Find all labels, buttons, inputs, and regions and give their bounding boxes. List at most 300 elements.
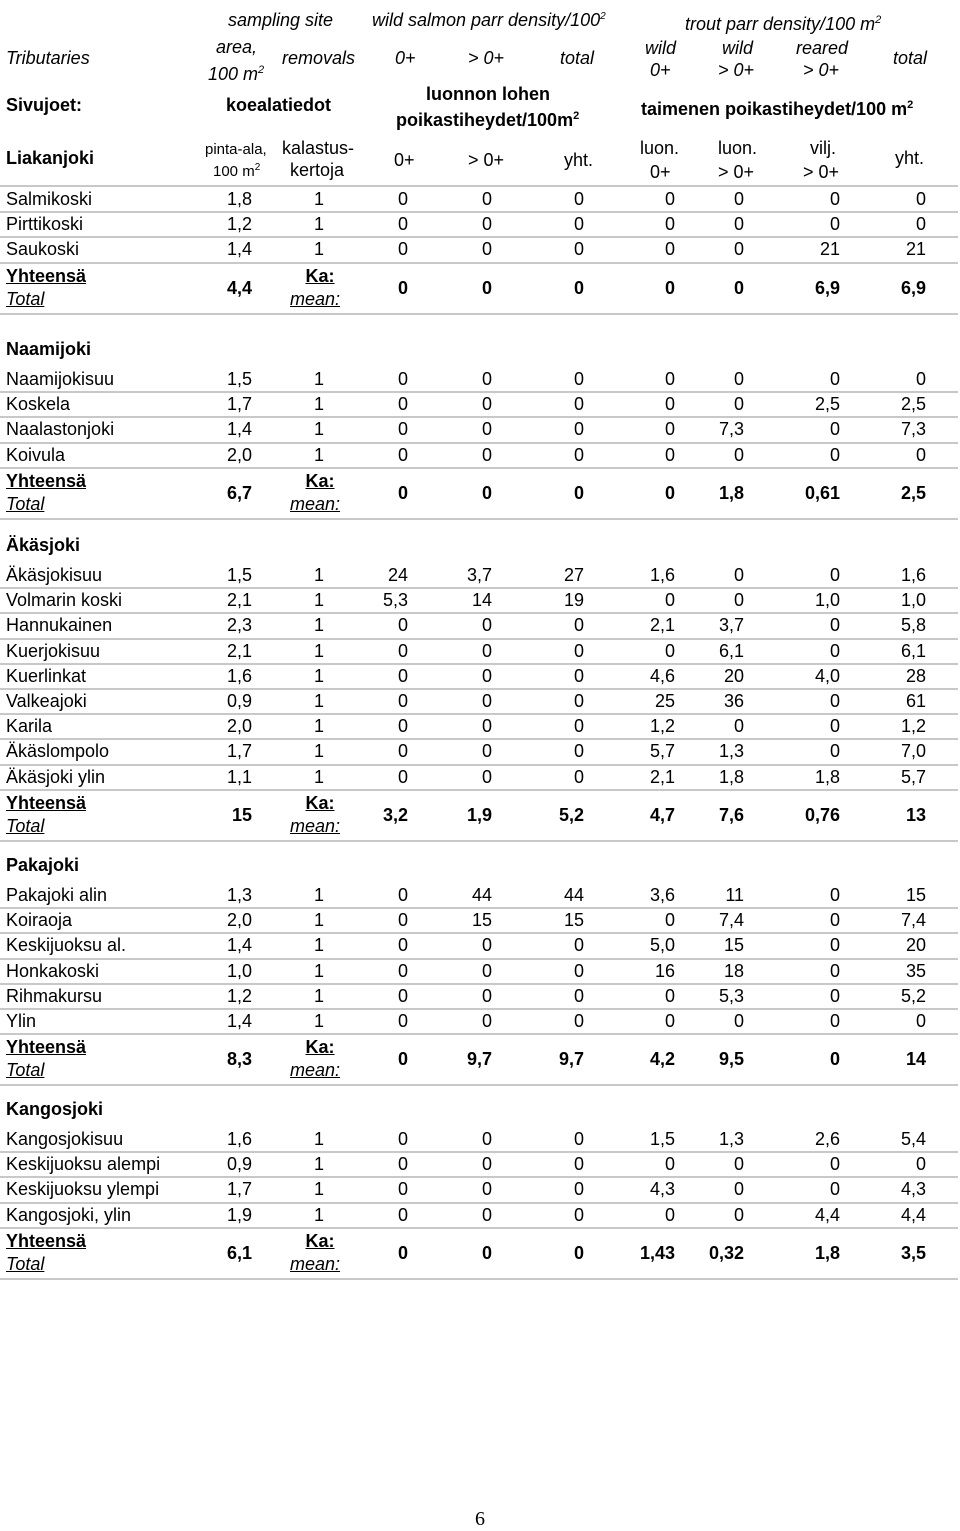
table-cell: 0: [733, 565, 744, 585]
table-cell: 0: [573, 1129, 584, 1149]
table-cell: 5,0: [649, 935, 675, 956]
table-cell: 7,4: [900, 910, 926, 931]
table-cell: 0: [397, 741, 408, 762]
table-cell: 0: [573, 369, 584, 389]
table-cell: 0: [829, 369, 840, 389]
page-number: 6: [475, 1508, 485, 1530]
site-name: Saukoski: [6, 239, 80, 260]
trout-reared-header-l2: > 0+: [803, 60, 840, 80]
table-cell: 0: [481, 985, 492, 1006]
site-name: Ylin: [6, 1011, 37, 1031]
table-cell: 0: [481, 189, 492, 209]
table-cell: 4,6: [649, 665, 675, 686]
total-cell: 0: [397, 482, 408, 503]
row-divider: [0, 1278, 958, 1280]
sivujoet-label: Sivujoet:: [6, 95, 83, 115]
table-cell: 1: [313, 1011, 324, 1031]
table-cell: 20: [905, 935, 926, 956]
table-cell: 1,5: [226, 369, 252, 389]
table-cell: 7,0: [900, 741, 926, 762]
table-row: [0, 933, 960, 957]
table-cell: 0: [397, 1011, 408, 1031]
table-cell: 5,3: [382, 590, 408, 611]
table-row: [0, 908, 960, 932]
table-cell: 6,1: [718, 640, 744, 661]
table-cell: 0: [481, 1179, 492, 1200]
table-cell: 0: [481, 444, 492, 465]
table-cell: 0: [397, 665, 408, 686]
site-name: Keskijuoksu ylempi: [6, 1179, 160, 1200]
table-cell: 1: [313, 985, 324, 1006]
trout-wild0-header-l1: wild: [645, 38, 677, 58]
table-cell: 0: [397, 885, 408, 905]
table-cell: 2,1: [226, 590, 252, 611]
total-cell: 4,7: [649, 804, 675, 825]
table-cell: 0: [481, 214, 492, 235]
mean-label-fi: Ka:: [305, 1037, 335, 1058]
total-label-fi: Yhteensä: [6, 265, 87, 286]
total-cell: 0: [573, 1242, 584, 1263]
total-cell: 5,2: [558, 804, 584, 825]
table-row: [0, 392, 960, 416]
table-cell: 0: [664, 1011, 675, 1031]
table-cell: 0: [397, 691, 408, 711]
table-cell: 0: [481, 1154, 492, 1175]
table-row: [0, 367, 960, 391]
table-cell: 28: [905, 665, 926, 686]
table-cell: 0: [664, 985, 675, 1006]
site-name: Naamijokisuu: [6, 369, 115, 389]
table-cell: 15: [905, 885, 926, 905]
tributaries-label: Tributaries: [6, 48, 90, 68]
table-cell: 4,4: [900, 1204, 926, 1225]
koealatiedot-label: koealatiedot: [226, 95, 332, 115]
site-name: Keskijuoksu al.: [6, 935, 127, 956]
fi-gt0-header: > 0+: [468, 150, 505, 170]
table-cell: 11: [725, 885, 744, 905]
site-name: Pirttikoski: [6, 214, 84, 235]
site-name: Koivula: [6, 444, 66, 465]
fi-0plus-header: 0+: [394, 150, 415, 170]
total-cell: 0: [397, 1242, 408, 1263]
table-cell: 0: [481, 615, 492, 636]
table-cell: 1,3: [226, 885, 252, 905]
total-cell: 0,61: [804, 482, 840, 503]
table-cell: 0: [829, 1179, 840, 1200]
table-cell: 2,1: [649, 766, 675, 787]
total-cell: 9,5: [718, 1049, 744, 1070]
table-cell: 0: [397, 1204, 408, 1225]
site-name: Honkakoski: [6, 960, 100, 981]
section-title: Pakajoki: [6, 855, 80, 875]
table-cell: 2,5: [900, 394, 926, 415]
salmon-total-header: total: [560, 48, 595, 68]
table-cell: 0: [915, 1011, 926, 1031]
table-cell: 1,4: [226, 239, 252, 260]
table-cell: 0: [733, 1154, 744, 1175]
table-cell: 1,4: [226, 935, 252, 956]
total-cell: 9,7: [466, 1049, 492, 1070]
total-cell: 7,6: [718, 804, 744, 825]
table-cell: 1,8: [226, 189, 252, 209]
table-cell: 2,1: [226, 640, 252, 661]
table-cell: 1,3: [718, 1129, 744, 1149]
table-cell: 0: [397, 766, 408, 787]
table-cell: 1: [313, 590, 324, 611]
table-cell: 0: [733, 394, 744, 415]
total-label-en: Total: [6, 288, 45, 309]
table-cell: 0: [573, 741, 584, 762]
table-cell: 0: [397, 985, 408, 1006]
removals-label: removals: [282, 48, 356, 68]
trout-wildgt-header-l1: wild: [722, 38, 754, 58]
table-cell: 4,0: [814, 665, 840, 686]
table-cell: 0: [397, 1179, 408, 1200]
table-row: [0, 984, 960, 1008]
total-cell: 0,32: [708, 1242, 744, 1263]
table-cell: 0: [481, 640, 492, 661]
pinta-ala-l2: 100 $m^2$: [213, 162, 261, 180]
table-cell: 2,5: [814, 394, 840, 415]
table-cell: 0: [664, 910, 675, 931]
table-cell: 0: [664, 239, 675, 260]
table-cell: 0: [664, 590, 675, 611]
table-cell: 0: [481, 741, 492, 762]
section-total: [0, 1229, 960, 1277]
table-cell: 0: [915, 444, 926, 465]
table-cell: 1: [313, 394, 324, 415]
table-cell: 0: [397, 419, 408, 440]
total-area: 15: [231, 804, 252, 825]
table-cell: 1,4: [226, 419, 252, 440]
table-cell: 1,7: [226, 1179, 252, 1200]
first-river-name: Liakanjoki: [6, 148, 95, 168]
table-cell: 1: [313, 1129, 324, 1149]
total-label-en: Total: [6, 1253, 45, 1274]
site-name: Kangosjoki, ylin: [6, 1204, 132, 1225]
table-row: [0, 883, 960, 907]
table-cell: 16: [654, 960, 675, 981]
table-cell: 0: [481, 665, 492, 686]
section-total: [0, 264, 960, 312]
total-cell: 6,9: [814, 277, 840, 298]
vilj-l1: vilj.: [810, 138, 836, 158]
mean-label-en: mean:: [290, 288, 341, 309]
table-cell: 1: [313, 444, 324, 465]
table-cell: 1: [313, 369, 324, 389]
table-cell: 0: [397, 615, 408, 636]
table-cell: 0: [397, 1129, 408, 1149]
table-cell: 0: [481, 1204, 492, 1225]
table-cell: 1,6: [226, 665, 252, 686]
table-cell: 0: [733, 369, 744, 389]
table-cell: 0: [829, 691, 840, 711]
table-cell: 0: [481, 716, 492, 737]
table-cell: 5,7: [649, 741, 675, 762]
mean-label-fi: Ka:: [305, 265, 335, 286]
table-cell: 0: [829, 885, 840, 905]
fi-yht2-header: yht.: [895, 148, 925, 168]
total-label-fi: Yhteensä: [6, 1037, 87, 1058]
pinta-ala-l1: pinta-ala,: [205, 141, 267, 158]
total-cell: 0,76: [804, 804, 840, 825]
table-cell: 5,3: [718, 985, 744, 1006]
table-cell: 0: [573, 214, 584, 235]
table-header: [0, 0, 960, 190]
total-cell: 13: [905, 804, 926, 825]
table-row: [0, 1203, 960, 1227]
table-cell: 4,3: [900, 1179, 926, 1200]
table-row: [0, 588, 960, 612]
table-row: [0, 212, 960, 236]
table-cell: 0: [829, 741, 840, 762]
site-name: Karila: [6, 716, 53, 737]
table-cell: 0: [573, 935, 584, 956]
table-cell: 27: [563, 565, 584, 585]
table-cell: 0: [829, 214, 840, 235]
total-cell: 0: [397, 277, 408, 298]
luon0-l2: 0+: [650, 162, 671, 182]
total-cell: 1,8: [814, 1242, 840, 1263]
table-cell: 1,0: [900, 590, 926, 611]
trout-total-header: total: [893, 48, 928, 68]
table-cell: 0: [664, 394, 675, 415]
table-cell: 0: [733, 444, 744, 465]
table-cell: 0,9: [226, 691, 252, 711]
table-cell: 1: [313, 960, 324, 981]
table-cell: 1,5: [226, 565, 252, 585]
table-cell: 1,2: [226, 985, 252, 1006]
table-cell: 5,2: [900, 985, 926, 1006]
table-cell: 15: [471, 910, 492, 931]
kalastuskertoja-l1: kalastus-: [282, 138, 355, 158]
table-cell: 1,5: [649, 1129, 675, 1149]
total-cell: 0: [397, 1049, 408, 1070]
table-cell: 0,9: [226, 1154, 252, 1175]
table-cell: 0: [481, 1129, 492, 1149]
total-label-en: Total: [6, 493, 45, 514]
row-divider: [0, 1084, 958, 1086]
table-row: [0, 1009, 960, 1033]
total-label-fi: Yhteensä: [6, 792, 87, 813]
table-cell: 25: [654, 691, 675, 711]
table-cell: 0: [397, 239, 408, 260]
table-cell: 0: [733, 590, 744, 611]
table-row: [0, 1127, 960, 1151]
total-cell: 4,2: [649, 1049, 675, 1070]
table-cell: 0: [733, 1179, 744, 1200]
total-cell: 3,5: [900, 1242, 926, 1263]
row-divider: [0, 518, 958, 520]
table-cell: 1: [313, 691, 324, 711]
table-cell: 0: [664, 214, 675, 235]
table-cell: 0: [481, 935, 492, 956]
table-cell: 2,3: [226, 615, 252, 636]
site-name: Koskela: [6, 394, 71, 415]
total-cell: 1,9: [466, 804, 492, 825]
site-name: Kuerjokisuu: [6, 640, 101, 661]
table-row: [0, 765, 960, 789]
total-area: 6,7: [226, 482, 252, 503]
table-cell: 1: [313, 214, 324, 235]
total-cell: 0: [733, 277, 744, 298]
table-cell: 0: [733, 189, 744, 209]
table-cell: 0: [733, 239, 744, 260]
table-cell: 4,4: [814, 1204, 840, 1225]
section-title: Kangosjoki: [6, 1099, 104, 1119]
total-label-en: Total: [6, 1060, 45, 1081]
table-cell: 0: [573, 394, 584, 415]
luon0-l1: luon.: [640, 138, 680, 158]
table-cell: 0: [664, 419, 675, 440]
trout-density-title: trout parr density/100 $m^2$: [685, 14, 882, 34]
section-total: [0, 1035, 960, 1083]
table-cell: 1: [313, 1154, 324, 1175]
table-cell: 15: [563, 910, 584, 931]
table-cell: 1: [313, 239, 324, 260]
mean-label-fi: Ka:: [305, 470, 335, 491]
luongt-l1: luon.: [718, 138, 758, 158]
table-cell: 0: [573, 960, 584, 981]
table-cell: 1,6: [649, 565, 675, 585]
total-cell: 0: [664, 277, 675, 298]
table-cell: 0: [573, 419, 584, 440]
table-cell: 0: [397, 444, 408, 465]
table-row: [0, 739, 960, 763]
table-cell: 0: [573, 640, 584, 661]
table-row: [0, 613, 960, 637]
table-row: [0, 959, 960, 983]
table-cell: 4,3: [649, 1179, 675, 1200]
table-cell: 2,0: [226, 444, 252, 465]
table-cell: 0: [733, 1011, 744, 1031]
table-cell: 0: [733, 716, 744, 737]
table-cell: 1: [313, 716, 324, 737]
table-cell: 1,8: [814, 766, 840, 787]
total-cell: 6,9: [900, 277, 926, 298]
table-cell: 1,2: [226, 214, 252, 235]
table-cell: 0: [829, 716, 840, 737]
table-cell: 1,6: [226, 1129, 252, 1149]
table-cell: 0: [829, 985, 840, 1006]
table-cell: 15: [723, 935, 744, 956]
total-cell: 1,43: [639, 1242, 675, 1263]
table-cell: 24: [387, 565, 408, 585]
table-cell: 0: [915, 189, 926, 209]
table-cell: 7,3: [718, 419, 744, 440]
total-cell: 14: [905, 1049, 926, 1070]
luonnon-lohen-l2: poikastiheydet/$100m^2$: [396, 110, 580, 130]
fi-yht-header: yht.: [564, 150, 594, 170]
table-cell: 0: [573, 615, 584, 636]
section-title: Äkäsjoki: [6, 535, 81, 555]
table-cell: 0: [829, 565, 840, 585]
table-cell: 5,7: [900, 766, 926, 787]
table-cell: 0: [481, 394, 492, 415]
table-cell: 21: [819, 239, 840, 260]
mean-label-fi: Ka:: [305, 792, 335, 813]
table-cell: 1: [313, 766, 324, 787]
table-cell: 0: [397, 716, 408, 737]
table-cell: 6,1: [900, 640, 926, 661]
table-cell: 0: [733, 214, 744, 235]
site-name: Äkäsjoki ylin: [6, 766, 106, 787]
table-row: [0, 563, 960, 587]
total-cell: 0: [573, 482, 584, 503]
table-cell: 1: [313, 935, 324, 956]
table-cell: 21: [905, 239, 926, 260]
row-divider: [0, 313, 958, 315]
table-cell: 1: [313, 665, 324, 686]
vilj-l2: > 0+: [803, 162, 840, 182]
table-cell: 61: [905, 691, 926, 711]
table-cell: 0: [829, 1154, 840, 1175]
table-cell: 1: [313, 1179, 324, 1200]
table-row: [0, 417, 960, 441]
salmon-0plus-header: 0+: [395, 48, 416, 68]
total-cell: 0: [481, 277, 492, 298]
table-row: [0, 187, 960, 211]
total-label-fi: Yhteensä: [6, 470, 87, 491]
table-cell: 2,1: [649, 615, 675, 636]
table-row: [0, 639, 960, 663]
site-name: Kuerlinkat: [6, 665, 87, 686]
table-cell: 0: [481, 691, 492, 711]
table-cell: 1: [313, 419, 324, 440]
table-cell: 0: [481, 960, 492, 981]
table-cell: 20: [723, 665, 744, 686]
table-cell: 0: [397, 214, 408, 235]
salmon-density-title: wild salmon parr density/$100^2$: [372, 10, 606, 30]
area-label-line1: area,: [216, 37, 258, 57]
mean-label-en: mean:: [290, 1060, 341, 1081]
table-cell: 1,6: [900, 565, 926, 585]
table-cell: 1: [313, 640, 324, 661]
mean-label-en: mean:: [290, 493, 341, 514]
table-cell: 0: [829, 935, 840, 956]
table-cell: 1,2: [900, 716, 926, 737]
taimenen-label: taimenen poikastiheydet/100 $m^2$: [641, 99, 914, 119]
table-cell: 0: [573, 665, 584, 686]
table-cell: 0: [664, 369, 675, 389]
kalastuskertoja-l2: kertoja: [290, 160, 345, 180]
table-row: [0, 1152, 960, 1176]
table-cell: 1: [313, 565, 324, 585]
table-cell: 0: [573, 716, 584, 737]
site-name: Pakajoki alin: [6, 885, 108, 905]
table-cell: 0: [481, 1011, 492, 1031]
table-cell: 0: [481, 239, 492, 260]
table-cell: 0: [397, 960, 408, 981]
table-cell: 0: [829, 189, 840, 209]
table-cell: 2,0: [226, 910, 252, 931]
total-area: 4,4: [226, 277, 252, 298]
table-cell: 1: [313, 1204, 324, 1225]
site-name: Valkeajoki: [6, 691, 87, 711]
table-cell: 0: [573, 1154, 584, 1175]
table-cell: 0: [664, 1154, 675, 1175]
table-cell: 3,7: [718, 615, 744, 636]
table-row: [0, 689, 960, 713]
mean-label-fi: Ka:: [305, 1230, 335, 1251]
table-cell: 0: [664, 189, 675, 209]
total-label-en: Total: [6, 815, 45, 836]
total-cell: 9,7: [558, 1049, 584, 1070]
luongt-l2: > 0+: [718, 162, 755, 182]
table-cell: 1,0: [814, 590, 840, 611]
table-cell: 1,9: [226, 1204, 252, 1225]
total-cell: 0: [664, 482, 675, 503]
